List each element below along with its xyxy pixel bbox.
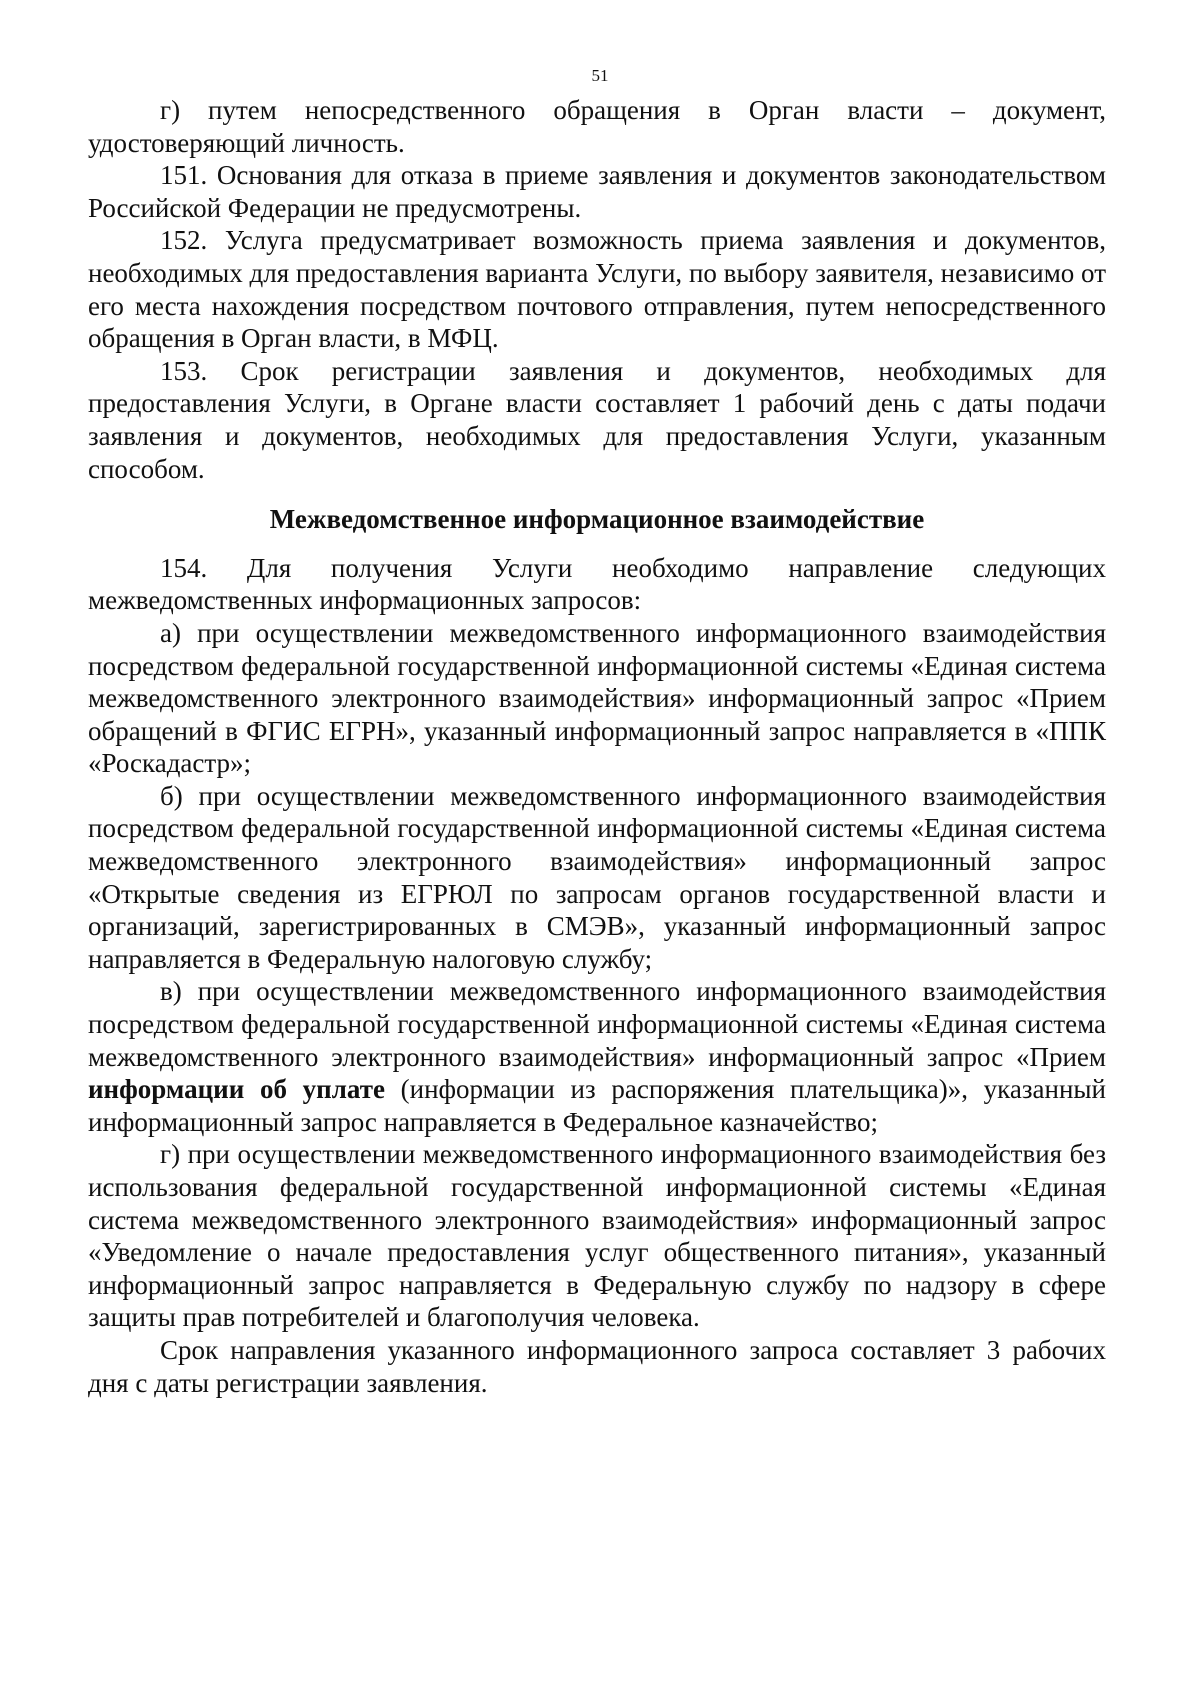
paragraph-154-g: г) при осуществлении межведомственного информационного взаимодействия без использования федеральной государственной информационной системы «Единая система межведомственного электронного взаимодействия» информационный запрос «Уведомление о начале предоставления услуг общественного питания», указанный информационный запрос направляется в Федеральную службу по надзору в сфере защиты прав потребителей и благополучия человека. (88, 1139, 1106, 1333)
paragraph-item-g-identity: г) путем непосредственного обращения в Орган власти – документ, удостоверяющий личность. (88, 95, 1106, 158)
paragraph-154-b: б) при осуществлении межведомственного информационного взаимодействия посредством федеральной государственной информационной системы «Единая система межведомственного электронного взаимодействия» информационный запрос «Открытые сведения из ЕГРЮЛ по запросам органов государственной власти и организаций, зарегистрированных в СМЭВ», указанный информационный запрос направляется в Федеральную налоговую службу; (88, 780, 1106, 974)
paragraph-154-a: а) при осуществлении межведомственного информационного взаимодействия посредством федеральной государственной информационной системы «Единая система межведомственного электронного взаимодействия» информационный запрос «Прием обращений в ФГИС ЕГРН», указанный информационный запрос направляется в «ППК «Роскадастр»; (88, 617, 1106, 779)
paragraph-request-deadline: Срок направления указанного информационного запроса составляет 3 рабочих дня с даты регистрации заявления. (88, 1334, 1106, 1398)
paragraph-151: 151. Основания для отказа в приеме заявления и документов законодательством Российской Федерации не предусмотрены. (88, 160, 1106, 223)
paragraph-154-v (88, 975, 1106, 1138)
section-heading: Межведомственное информационное взаимодействие (269, 504, 925, 535)
paragraph-153: 153. Срок регистрации заявления и документов, необходимых для предоставления Услуги, в Органе власти составляет 1 рабочий день с даты подачи заявления и документов, необходимых для предоставления Услуги, указанным способом. (88, 355, 1106, 484)
paragraph-154-v-bold: информации об уплате (88, 1074, 385, 1105)
paragraph-152: 152. Услуга предусматривает возможность приема заявления и документов, необходимых для предоставления варианта Услуги, по выбору заявителя, независимо от его места нахождения посредством почтового отправления, путем непосредственного обращения в Орган власти, в МФЦ. (88, 225, 1106, 354)
document-body (88, 94, 1106, 1399)
page-number: 51 (591, 66, 609, 85)
paragraph-154: 154. Для получения Услуги необходимо направление следующих межведомственных информационных запросов: (88, 552, 1106, 616)
paragraph-154-v-end: (информации из распоряжения плательщика)», указанный информационный запрос направляется в Федеральное казначейство; (88, 1074, 1106, 1137)
paragraph-154-v-start: в) при осуществлении межведомственного информационного взаимодействия посредством федеральной государственной информационной системы «Единая система межведомственного электронного взаимодействия» информационный запрос «Прием (88, 976, 1106, 1072)
